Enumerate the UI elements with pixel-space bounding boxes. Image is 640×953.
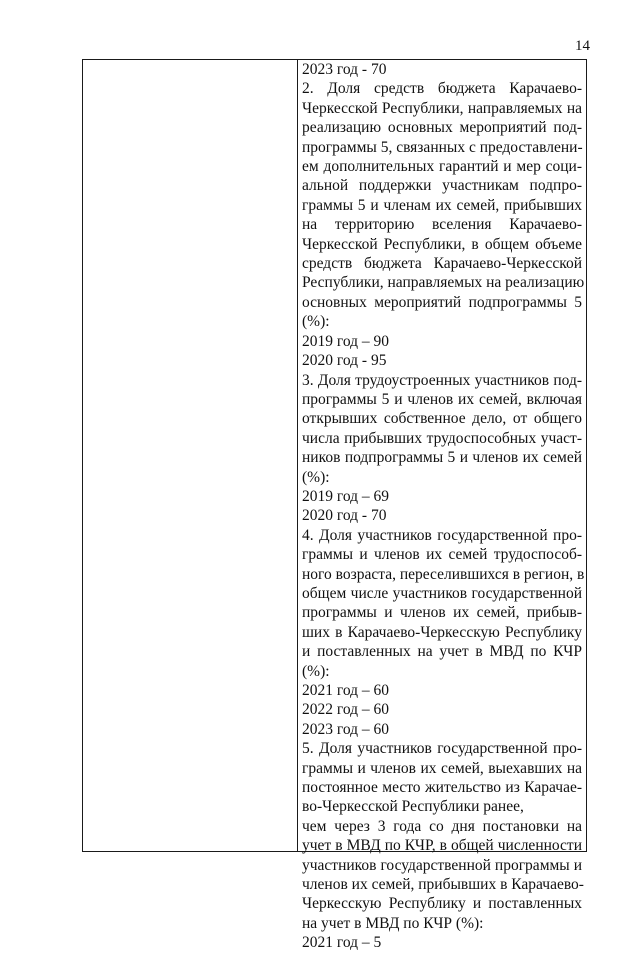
text-line: 2. Доля средств бюджета Карачаево- [302, 80, 582, 98]
text-line: на территорию вселения Карачаево- [302, 216, 582, 234]
text-line: реализацию основных мероприятий под- [302, 119, 582, 137]
table-right-column [298, 60, 586, 952]
text-line: программы 5 и членов их семей, включая [302, 390, 582, 408]
text-line: ем дополнительных гарантий и мер соци- [302, 158, 582, 176]
text-line: ших в Карачаево-Черкесскую Республику [302, 623, 582, 641]
text-line: (%): [302, 468, 330, 486]
text-line: 4. Доля участников государственной про- [302, 526, 582, 544]
text-line: ного возраста, переселившихся в регион, в [302, 565, 585, 583]
text-line: средств бюджета Карачаево-Черкесской [302, 255, 582, 273]
page-number: 14 [575, 38, 590, 54]
text-line: Черкесской Республики, в общем объеме [302, 235, 582, 253]
text-line: во-Черкесской Республики ранее, [302, 798, 524, 816]
text-line: (%): [302, 662, 330, 680]
text-line: учет в МВД по КЧР, в общей численности [302, 837, 582, 855]
text-line: открывших собственное дело, от общего [302, 410, 582, 428]
indicator-text-block [302, 60, 585, 953]
text-line: общем числе участников государственной [302, 584, 582, 602]
text-line: Черкесскую Республику и поставленных [302, 895, 582, 913]
text-line: чем через 3 года со дня постановки на [302, 817, 582, 835]
text-line: 5. Доля участников государственной про- [302, 740, 582, 758]
text-line: 2023 год - 70 [302, 61, 387, 78]
text-line: (%): [302, 313, 330, 331]
text-line: и поставленных на учет в МВД по КЧР [302, 643, 582, 661]
text-line: 2021 год – 60 [302, 682, 390, 699]
text-line: участников государственной программы и [302, 856, 582, 874]
text-line: числа прибывших трудоспособных участ- [302, 429, 582, 447]
text-line: 2019 год – 90 [302, 332, 390, 350]
text-line: граммы и членов их семей трудоспособ- [302, 546, 582, 564]
text-line: 3. Доля трудоустроенных участников под- [302, 371, 582, 389]
text-line: 2019 год – 69 [302, 487, 390, 505]
text-line: граммы 5 и членам их семей, прибывших [302, 196, 582, 214]
text-line: Республики, направляемых на реализацию [302, 274, 585, 292]
document-table [82, 59, 587, 952]
text-line: основных мероприятий подпрограммы 5 [302, 293, 582, 311]
text-line: 2020 год - 95 [302, 352, 387, 370]
text-line: 2020 год - 70 [302, 507, 387, 525]
text-line: 2021 год – 5 [302, 934, 382, 952]
text-line: на учет в МВД по КЧР (%): [302, 914, 484, 932]
text-line: граммы и членов их семей, выехавших на [302, 759, 582, 777]
text-line: ников подпрограммы 5 и членов их семей [302, 449, 582, 467]
text-line: 2022 год – 60 [302, 701, 390, 719]
text-line: программы 5, связанных с предоставлени- [302, 138, 583, 156]
text-line: программы и членов их семей, прибыв- [302, 604, 582, 622]
text-line: Черкесской Республики, направляемых на [302, 99, 582, 117]
text-line: 2023 год – 60 [302, 720, 390, 738]
text-line: членов их семей, прибывших в Карачаево- [302, 876, 584, 894]
text-line: постоянное место жительство из Карачае- [302, 779, 582, 797]
text-line: альной поддержки участникам подпро- [302, 177, 582, 195]
table-left-column [83, 60, 298, 851]
